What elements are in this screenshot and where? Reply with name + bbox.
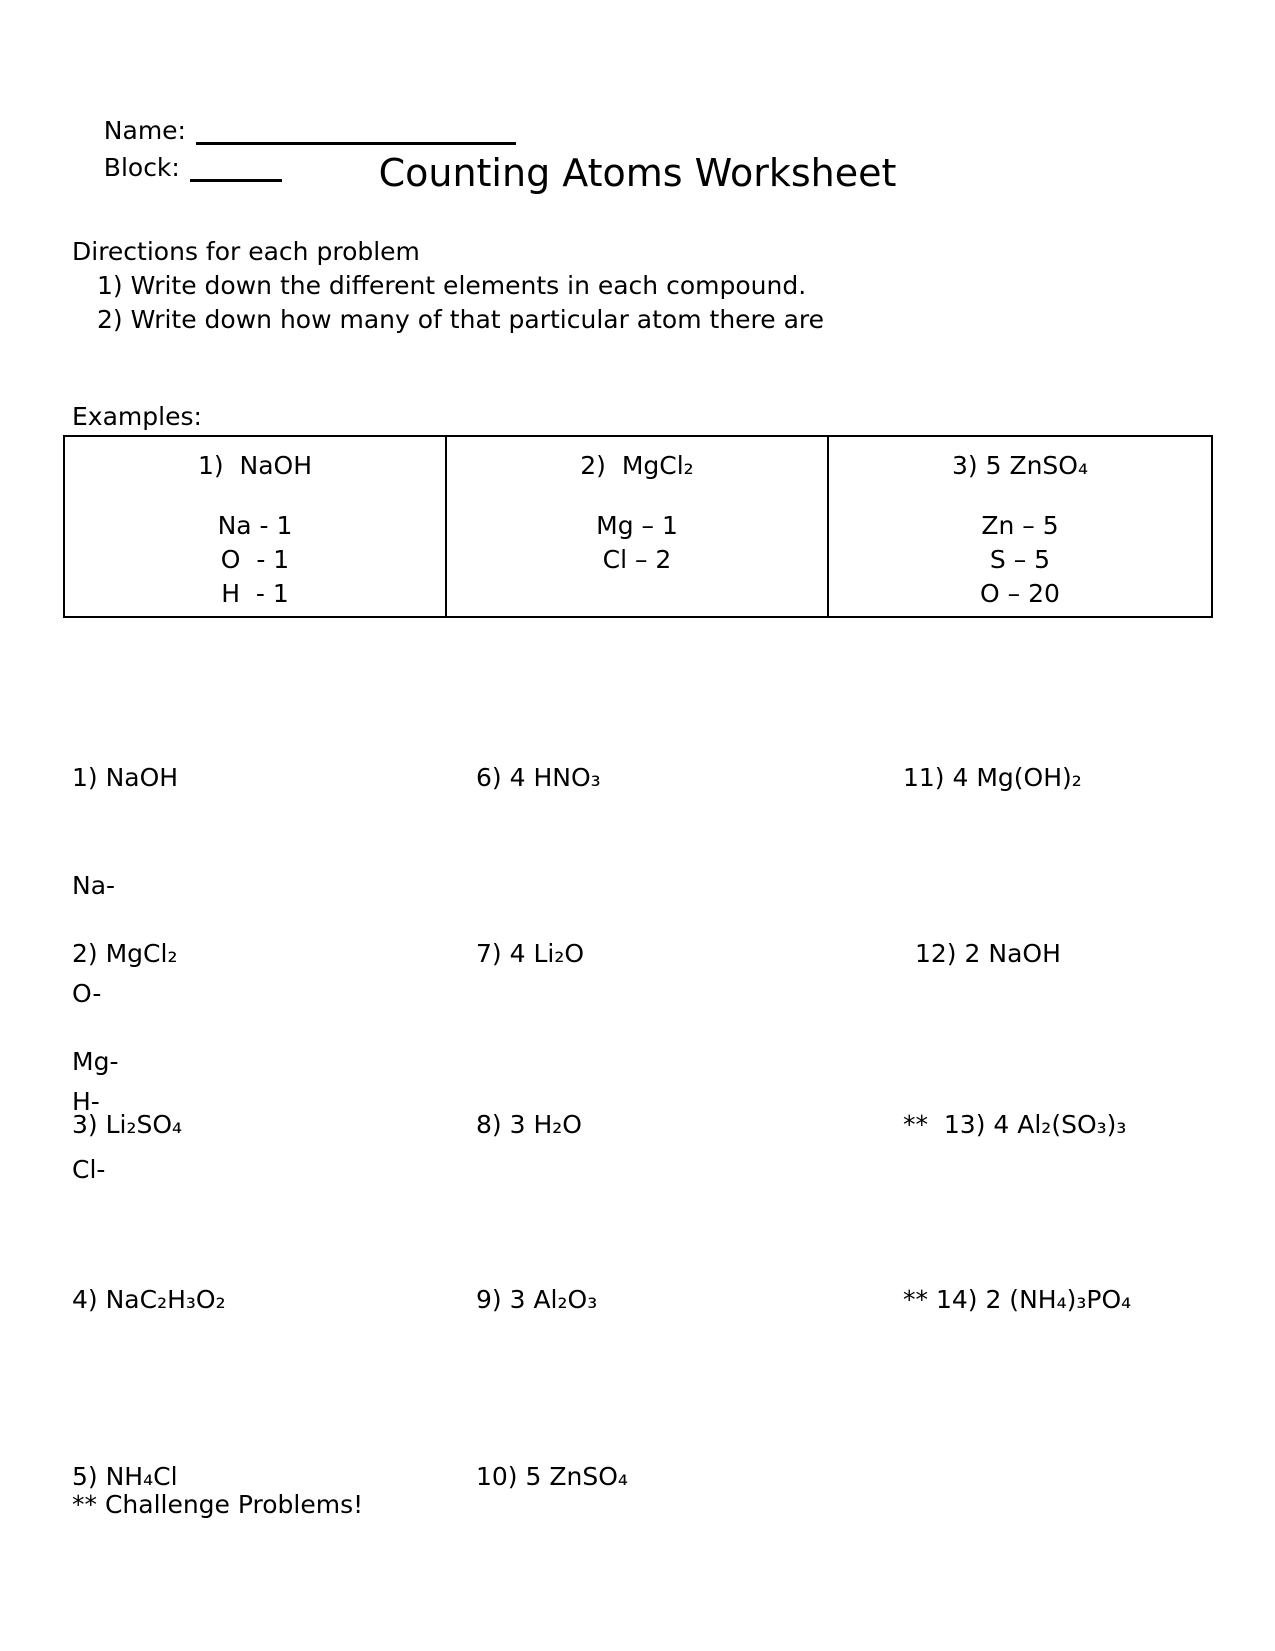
example-answer: Na - 1 [217, 511, 293, 540]
example-answer: Zn – 5 [981, 511, 1059, 540]
example-answer: O - 1 [220, 545, 290, 574]
problem-label: 7) 4 Li₂O [476, 939, 585, 968]
problem-item-8 [476, 1035, 582, 1215]
example-cell-3 [829, 437, 1211, 616]
problem-item-11 [903, 688, 1082, 868]
example-answers [829, 483, 1211, 611]
problem-label: 1) NaOH [72, 763, 179, 792]
example-problem: 2) MgCl₂ [580, 451, 694, 480]
problem-label: 6) 4 HNO₃ [476, 763, 601, 792]
problem-item-7 [476, 864, 584, 1044]
challenge-note: ** Challenge Problems! [72, 1490, 364, 1519]
direction-step-2: 2) Write down how many of that particular atom there are [97, 305, 825, 334]
problem-item-10 [476, 1387, 628, 1567]
problem-label: 10) 5 ZnSO₄ [476, 1462, 628, 1491]
problem-work-line: Cl- [72, 1155, 106, 1184]
example-cell-2 [447, 437, 829, 616]
problem-label: ** 14) 2 (NH₄)₃PO₄ [903, 1285, 1132, 1314]
directions-heading: Directions for each problem [72, 237, 420, 266]
block-label: Block: [103, 153, 180, 182]
example-answers [65, 483, 445, 611]
problem-item-12 [915, 864, 1061, 1044]
problem-label: 12) 2 NaOH [915, 939, 1061, 968]
problem-item-9 [476, 1210, 597, 1390]
example-answer: H - 1 [221, 579, 289, 608]
problem-work-line: H- [72, 1087, 100, 1116]
problem-item-5 [72, 1387, 178, 1567]
problem-work-line: O- [72, 979, 102, 1008]
problem-item-6 [476, 688, 601, 868]
problem-item-4 [72, 1210, 226, 1390]
problem-item-3 [72, 1035, 182, 1215]
page-title: Counting Atoms Worksheet [378, 151, 897, 195]
example-answer: S – 5 [989, 545, 1051, 574]
problem-item-14 [903, 1210, 1131, 1390]
example-problem: 3) 5 ZnSO₄ [952, 451, 1088, 480]
problem-item-13 [903, 1035, 1126, 1215]
direction-step-1: 1) Write down the different elements in each compound. [97, 271, 807, 300]
examples-table [63, 435, 1213, 618]
examples-label: Examples: [72, 402, 202, 431]
example-answer: O – 20 [980, 579, 1060, 608]
example-answer: Cl – 2 [602, 545, 672, 574]
problem-label: 11) 4 Mg(OH)₂ [903, 763, 1082, 792]
name-label: Name: [103, 116, 186, 145]
problem-label: 4) NaC₂H₃O₂ [72, 1285, 226, 1314]
problem-work-line: Na- [72, 871, 116, 900]
problem-label: 8) 3 H₂O [476, 1110, 582, 1139]
problem-work-line: Mg- [72, 1047, 119, 1076]
example-answers [447, 483, 827, 577]
example-cell-1 [65, 437, 447, 616]
problem-label: 9) 3 Al₂O₃ [476, 1285, 598, 1314]
problem-label: 3) Li₂SO₄ [72, 1110, 183, 1139]
problem-label: ** 13) 4 Al₂(SO₃)₃ [903, 1110, 1127, 1139]
example-problem: 1) NaOH [197, 451, 313, 480]
problem-label: 2) MgCl₂ [72, 939, 178, 968]
problem-label: 5) NH₄Cl [72, 1462, 178, 1491]
example-answer: Mg – 1 [596, 511, 678, 540]
